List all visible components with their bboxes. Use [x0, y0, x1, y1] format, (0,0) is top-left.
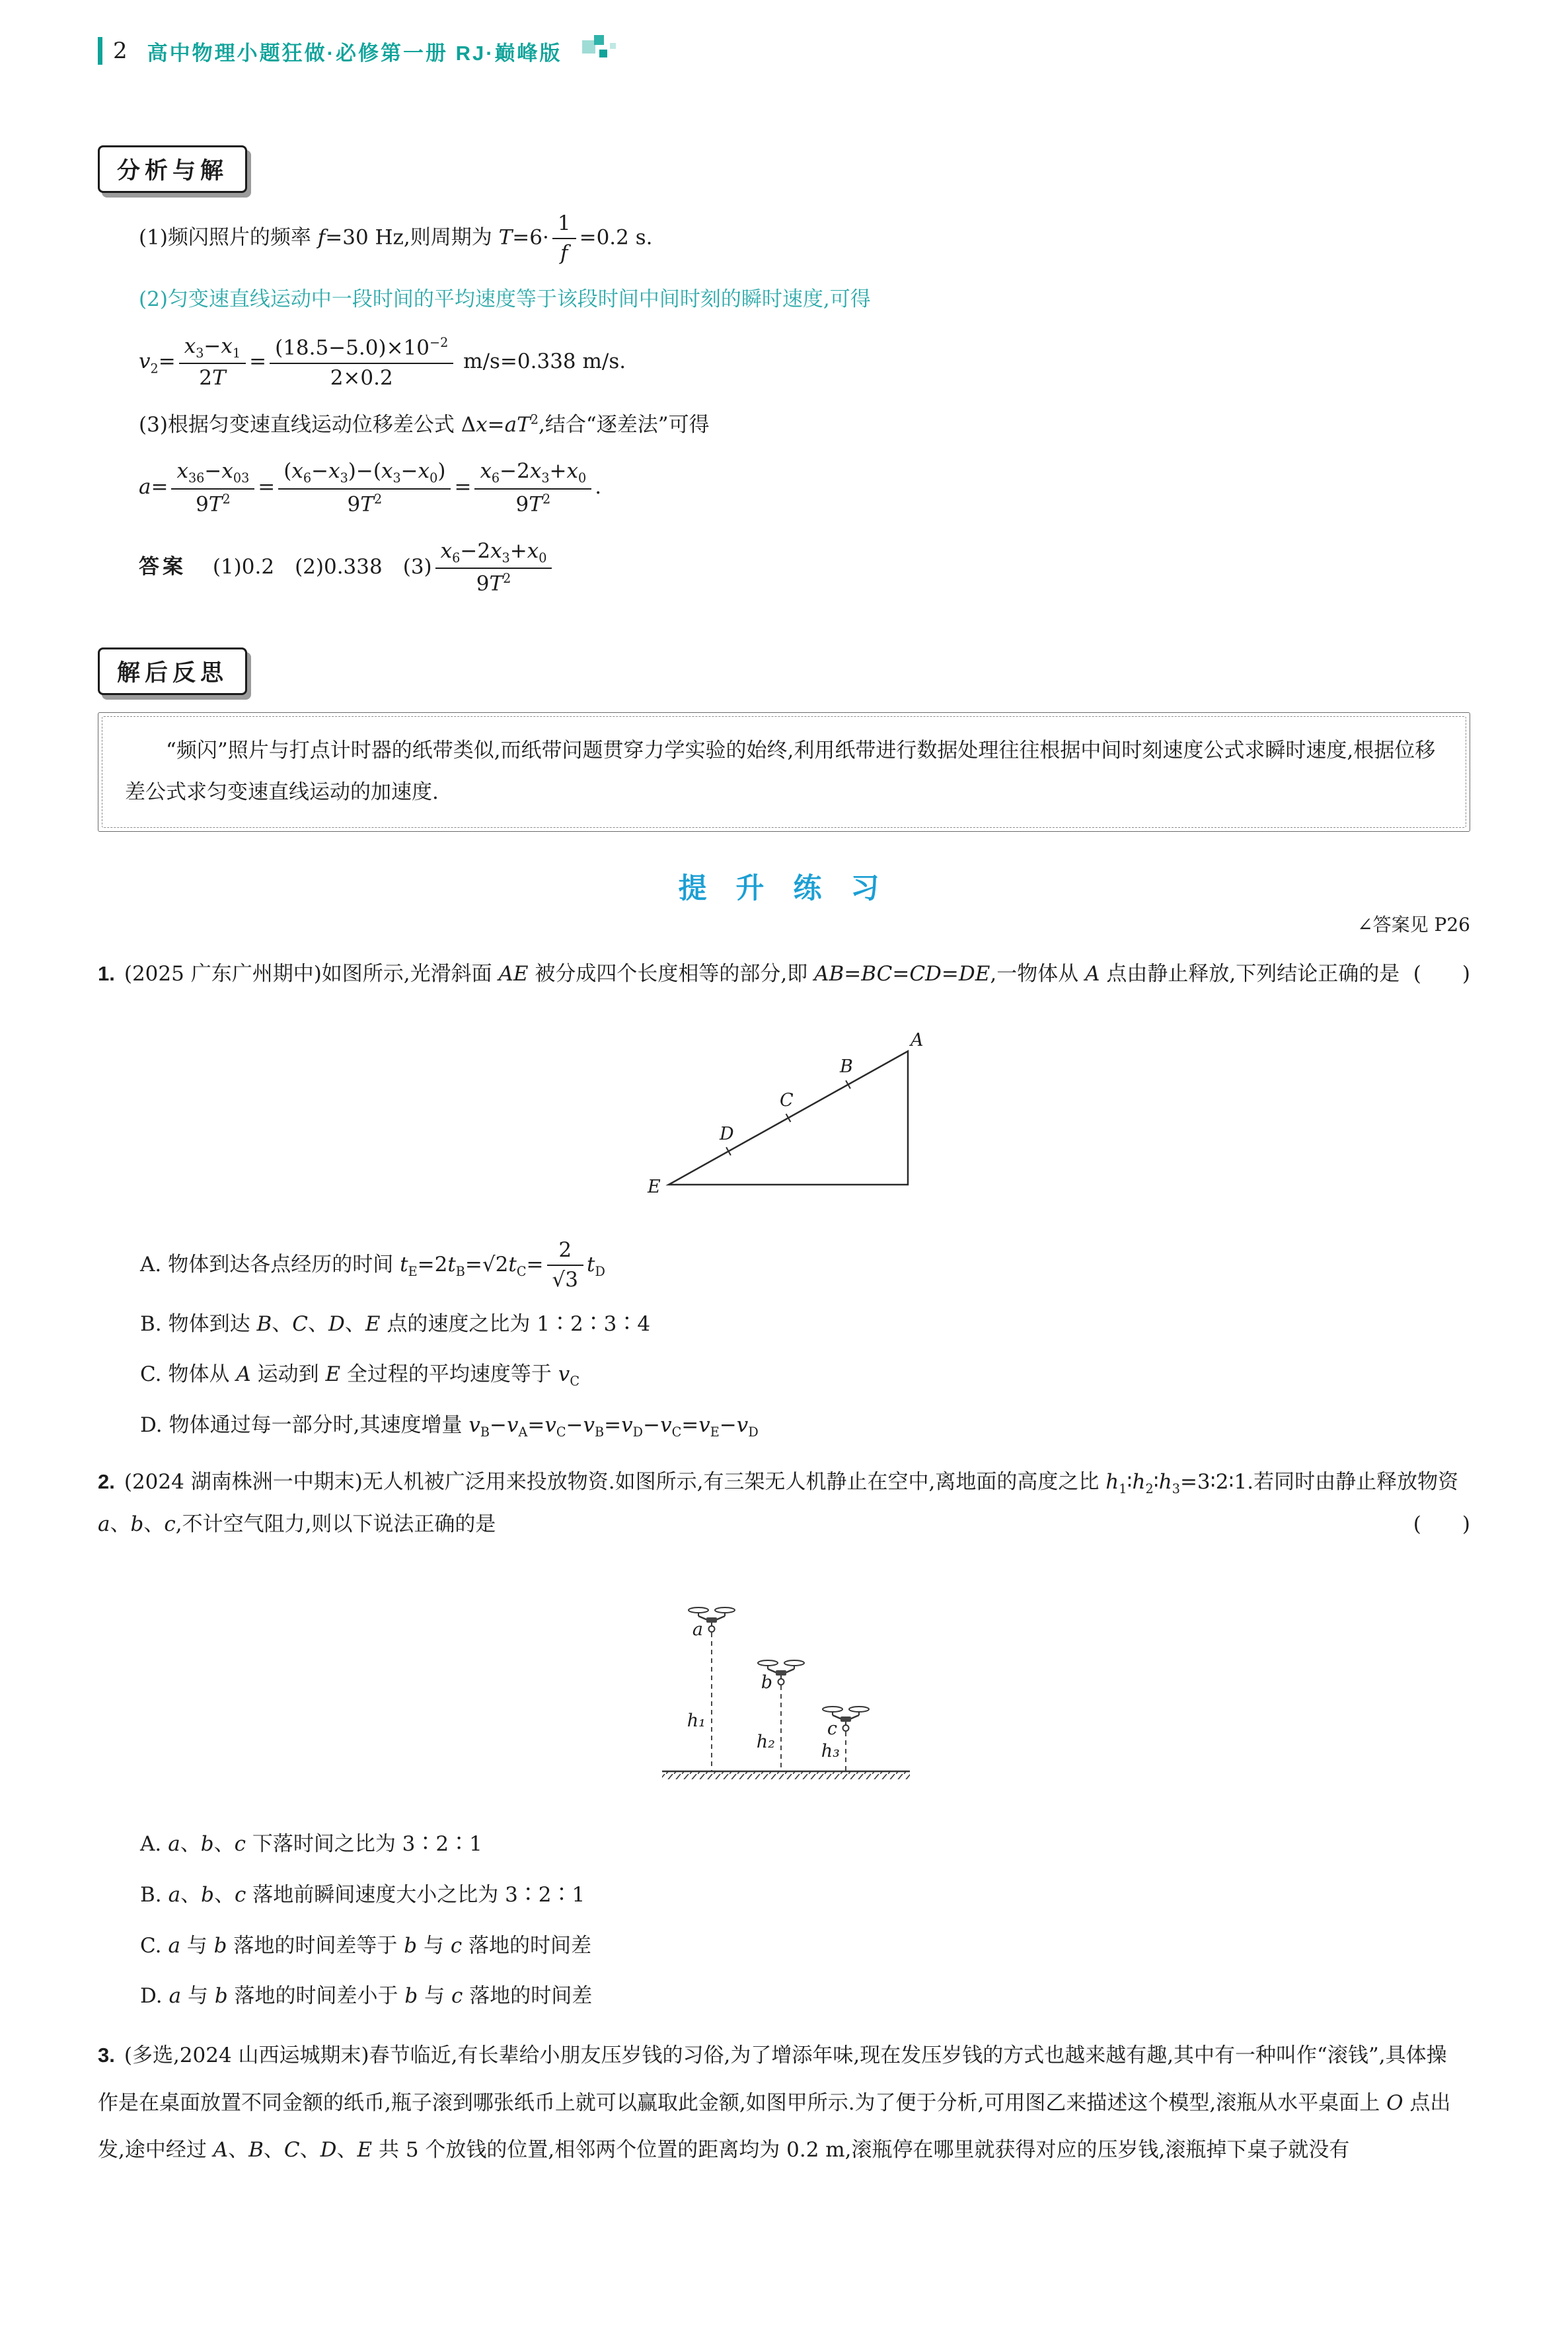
question-2-option-B: B. a、b、c 落地前瞬间速度大小之比为 3∶2∶1 [140, 1882, 585, 1907]
question-1-option-C: C. 物体从 A 运动到 E 全过程的平均速度等于 $v_C$ [140, 1362, 580, 1389]
question-1-answer-paren: ( ) [1413, 962, 1470, 986]
label-h1: h₁ [687, 1711, 706, 1732]
label-h3: h₃ [821, 1741, 840, 1762]
label-E: E [647, 1176, 661, 1197]
deco-square [594, 35, 604, 45]
reflection-text: “频闪”照片与打点计时器的纸带类似,而纸带问题贯穿力学实验的始终,利用纸带进行数据处理往往根据中间时刻速度公式求瞬时速度,根据位移差公式求匀变速直线运动的加速度. [125, 738, 1436, 805]
drones-diagram [642, 1576, 926, 1787]
incline-diagram [642, 1026, 926, 1201]
reflection-badge [98, 647, 247, 695]
question-1-option-B: B. 物体到达 B、C、D、E 点的速度之比为 1∶2∶3∶4 [140, 1311, 651, 1336]
answer-label: 答案 [139, 555, 186, 579]
deco-square [582, 40, 595, 54]
analysis-step-1: (1)频闪照片的频率 f=30 Hz,则周期为 T=6· $\frac{1}{f}$ =0.2 s. [139, 211, 653, 266]
label-c: c [827, 1718, 837, 1740]
question-3-text: (多选,2024 山西运城期末)春节临近,有长辈给小朋友压岁钱的习俗,为了增添年味,现在发压岁钱的方式也越来越有趣,其中有一种叫作“滚钱”,具体操作是在桌面放置不同金额的纸币,瓶子滚到哪张纸币上就可以赢取此金额,如图甲所示.为了便于分析,可用图乙来描述这个模型,滚瓶从水平桌面上 O 点出发,途中经过 A、B、C、D、E 共 5 个放钱的位置,相邻两个位置的距离均为 0.2 m,滚瓶停在哪里就获得对应的压岁钱,滚瓶掉下桌子就没有 [98, 2044, 1451, 2162]
question-2-option-A: A. a、b、c 下落时间之比为 3∶2∶1 [140, 1831, 482, 1856]
analysis-step-2: (2)匀变速直线运动中一段时间的平均速度等于该段时间中间时刻的瞬时速度,可得 [139, 287, 871, 312]
reflection-badge-label: 解后反思 [117, 659, 229, 686]
label-C: C [779, 1089, 794, 1111]
header-deco-squares-icon [582, 35, 624, 67]
label-D: D [719, 1123, 734, 1144]
header-accent-bar [98, 37, 102, 65]
analysis-section [98, 211, 1470, 597]
question-2-option-D: D. a 与 b 落地的时间差小于 b 与 c 落地的时间差 [140, 1984, 593, 2009]
reflection-box-inner [102, 716, 1466, 828]
label-h2: h₂ [756, 1732, 775, 1753]
reflection-box [98, 712, 1470, 832]
question-2-options [98, 1825, 1470, 2016]
label-a: a [692, 1619, 703, 1641]
question-2-number: 2. [98, 1470, 115, 1494]
question-3 [98, 2032, 1470, 2174]
question-1-stem [98, 953, 1470, 996]
deco-square [599, 50, 607, 57]
question-2 [98, 1461, 1470, 2016]
analysis-step-3: (3)根据匀变速直线运动位移差公式 $\Delta x=aT^2$,结合“逐差法”可得 [139, 412, 710, 437]
question-2-text: (2024 湖南株洲一中期末)无人机被广泛用来投放物资.如图所示,有三架无人机静止在空中,离地面的高度之比 $h_1∶h_2∶h_3=3∶2∶1$.若同时由静止释放物资 a、b、c,不计空气阻力,则以下说法正确的是 [98, 1470, 1459, 1536]
question-1 [98, 953, 1470, 1445]
question-1-figure [98, 1026, 1470, 1216]
label-B: B [839, 1056, 853, 1077]
label-b: b [761, 1672, 772, 1693]
analysis-v2-formula: $v_2=$ $\frac{x_3-x_1}{2T}$ = $\frac{(18.5-5.0)\times 10^{-2}}{2\times 0.2}$ m/s=0.338 m/s. [139, 334, 626, 390]
question-2-stem [98, 1461, 1470, 1545]
ground-hatch [662, 1771, 910, 1779]
question-1-option-D: D. 物体通过每一部分时,其速度增量 $v_B-v_A=v_C-v_B=v_D-v_C=v_E-v_D$ [140, 1413, 759, 1440]
question-1-option-A: A. 物体到达各点经历的时间 $t_E=2t_B=√2t_C=$ $\frac{2}{√3}$ $t_D$ [140, 1238, 605, 1292]
answers-reference-note: ∠答案见 P26 [1357, 914, 1470, 936]
question-3-stem [98, 2032, 1470, 2174]
question-1-number: 1. [98, 962, 115, 986]
answer-line [139, 539, 1470, 597]
page-header [98, 0, 1470, 67]
analysis-badge [98, 145, 247, 193]
question-3-number: 3. [98, 2044, 115, 2067]
book-title: 高中物理小题狂做·必修第一册 RJ·巅峰版 [147, 41, 562, 65]
practice-section-title: 提 升 练 习 [678, 873, 890, 905]
analysis-a-formula: a= $\frac{x_{36}-x_{03}}{9T^2}$ = $\frac{(x_6-x_3)-(x_3-x_0)}{9T^2}$ = $\frac{x_6-2x_3+x_0}{9T^2}$ . [139, 459, 602, 516]
question-2-option-C: C. a 与 b 落地的时间差等于 b 与 c 落地的时间差 [140, 1933, 592, 1958]
question-1-text: (2025 广东广州期中)如图所示,光滑斜面 AE 被分成四个长度相等的部分,即 AB=BC=CD=DE,一物体从 A 点由静止释放,下列结论正确的是 [124, 962, 1400, 986]
question-2-answer-paren: ( ) [1413, 1512, 1470, 1536]
question-2-figure [98, 1576, 1470, 1802]
analysis-badge-label: 分析与解 [117, 158, 229, 184]
label-A: A [910, 1029, 923, 1051]
page-number: 2 [113, 38, 128, 64]
deco-square [610, 43, 616, 49]
question-1-options [98, 1238, 1470, 1445]
answer-content: (1)0.2 (2)0.338 (3) $\frac{x_6-2x_3+x_0}{9T^2}$ [213, 555, 556, 579]
